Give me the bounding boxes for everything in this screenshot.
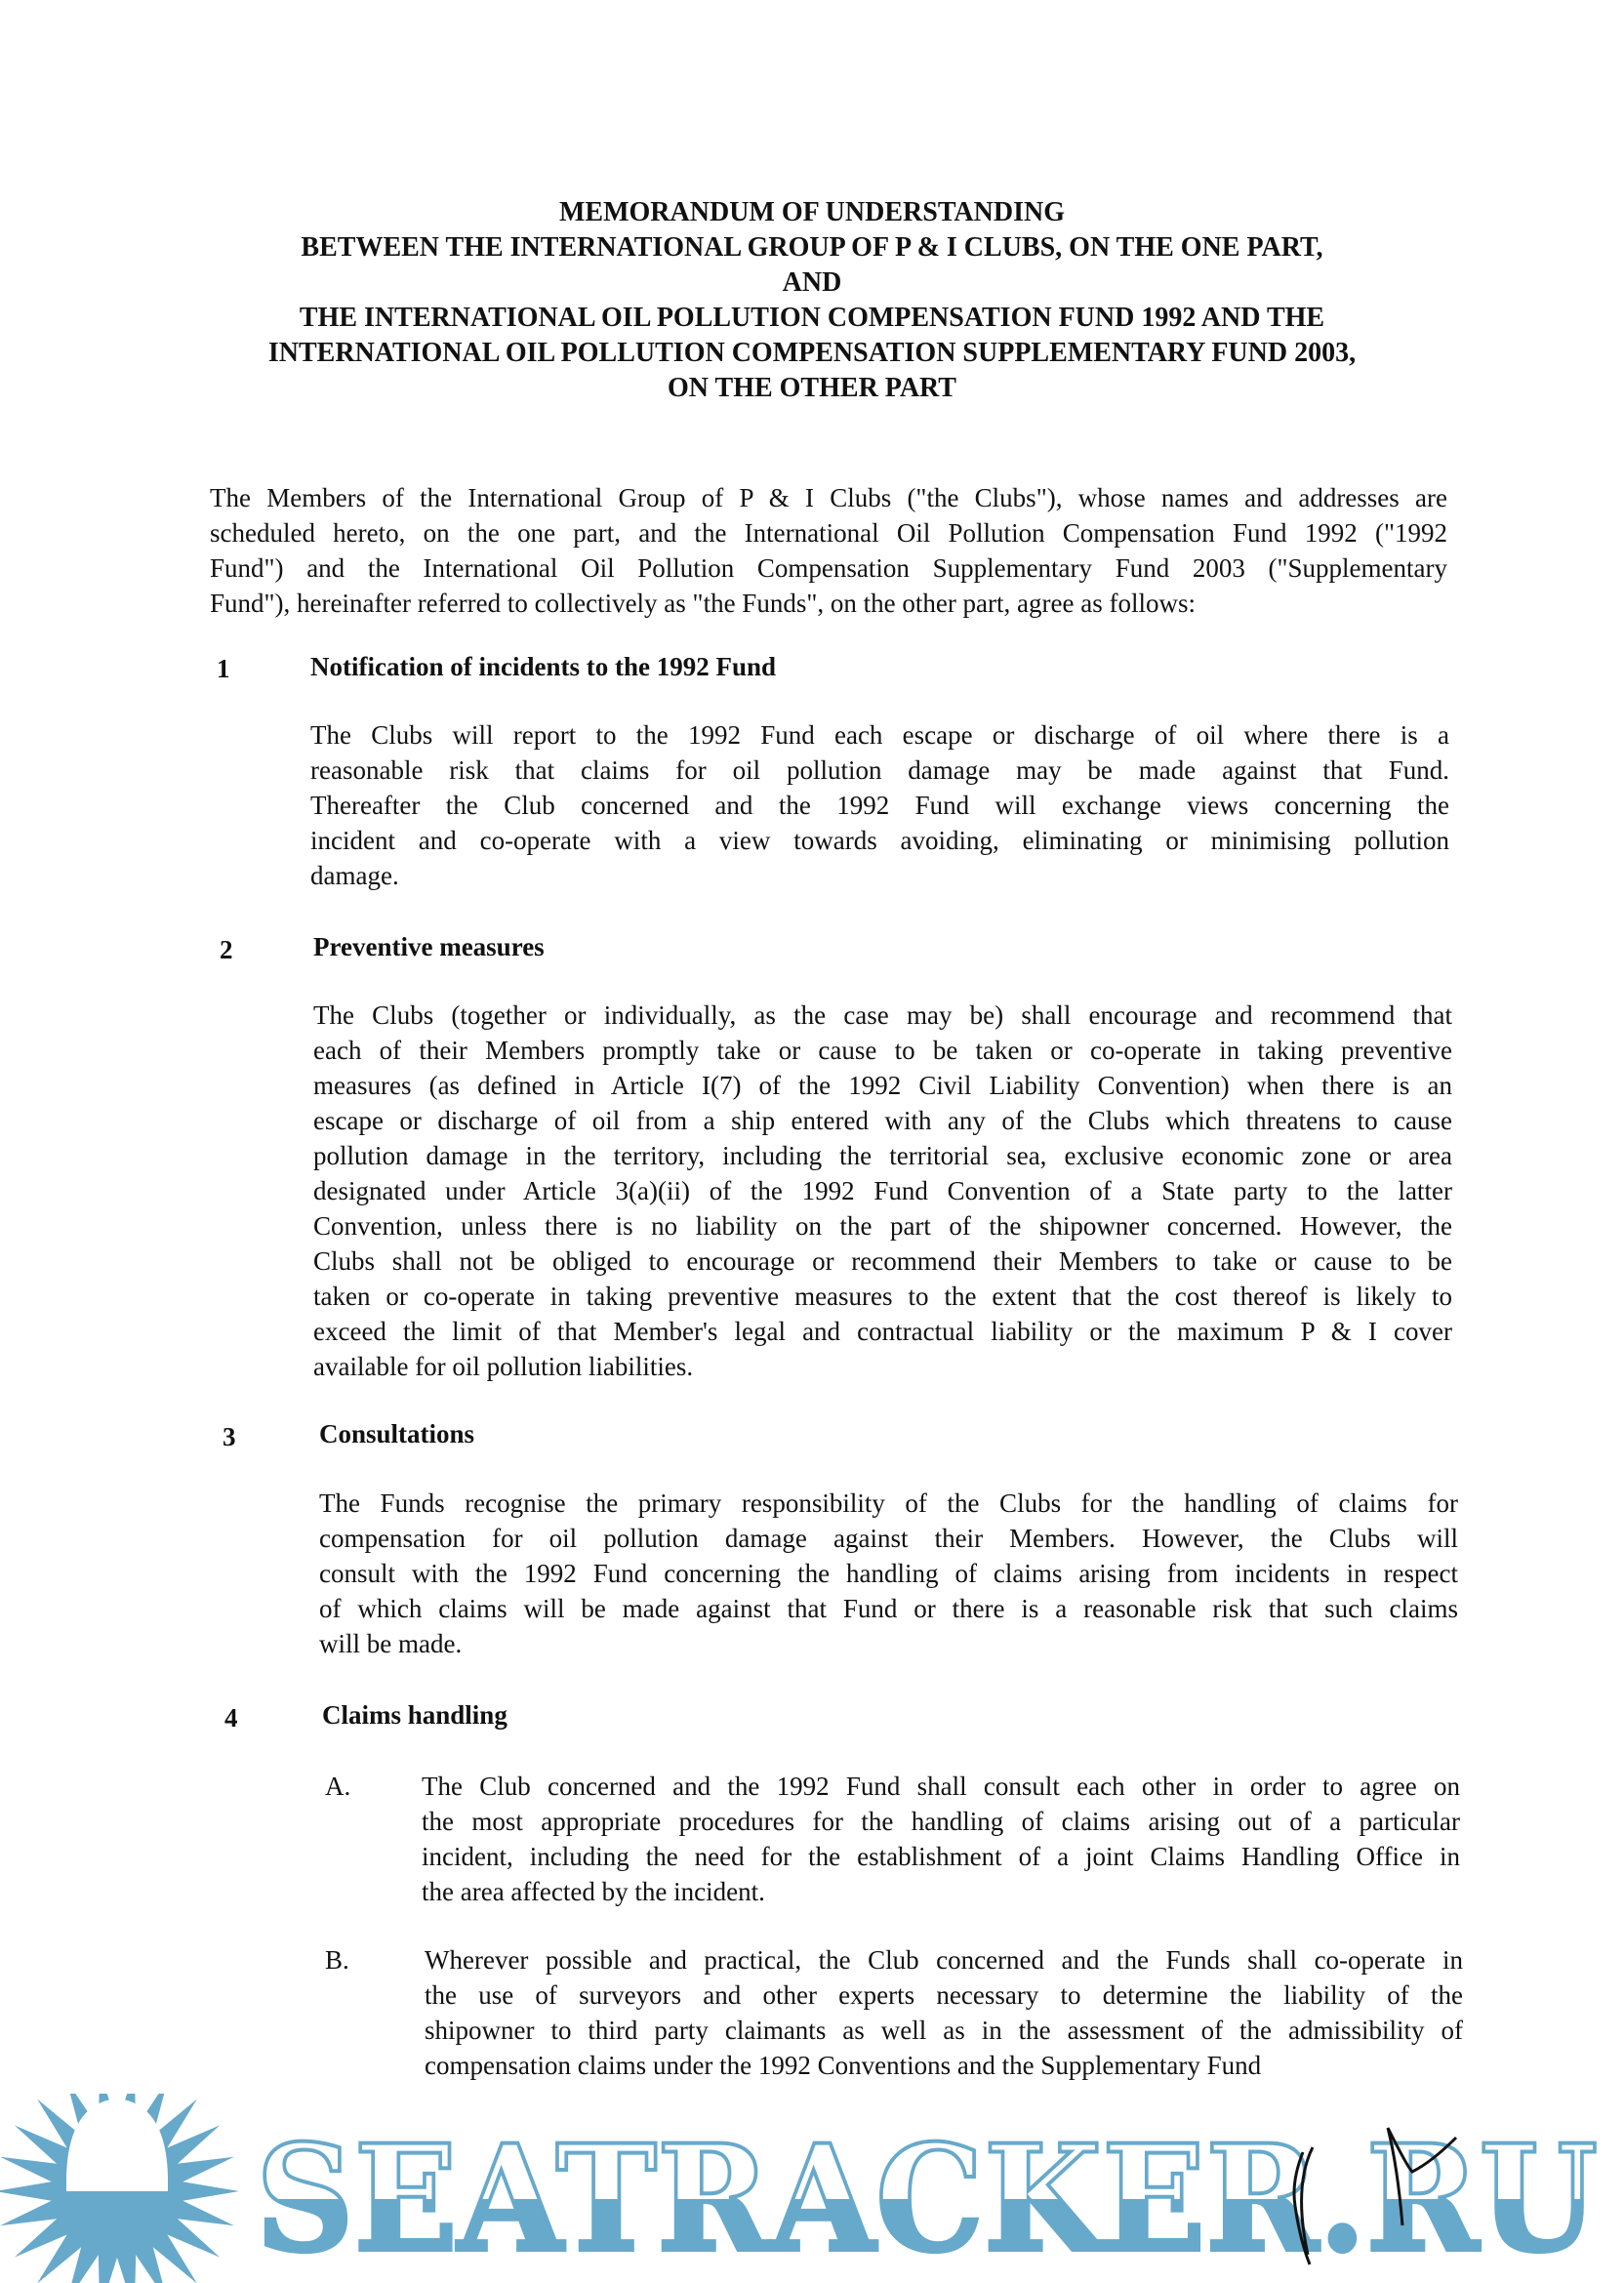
text-line: The Members of the International Group of P & I Clubs ("the Clubs"), whose names and addresses are <box>210 483 1447 512</box>
text-line: consult with the 1992 Fund concerning the handling of claims arising from incidents in respect <box>319 1559 1458 1588</box>
text-line: escape or discharge of oil from a ship entered with any of the Clubs which threatens to cause <box>313 1106 1452 1135</box>
text-line: the area affected by the incident. <box>422 1877 765 1906</box>
text-line: will be made. <box>319 1629 463 1658</box>
text-line: taken or co-operate in taking preventive measures to the extent that the cost thereof is likely to <box>313 1282 1452 1311</box>
text-line: pollution damage in the territory, including the territorial sea, exclusive economic zone or area <box>313 1141 1452 1170</box>
text-line: Convention, unless there is no liability on the part of the shipowner concerned. However, the <box>313 1211 1452 1241</box>
text-line: The Funds recognise the primary responsibility of the Clubs for the handling of claims for <box>319 1488 1458 1518</box>
text-line: the most appropriate procedures for the handling of claims arising out of a particular <box>422 1807 1460 1836</box>
text-line: The Clubs (together or individually, as the case may be) shall encourage and recommend that <box>313 1000 1452 1030</box>
paragraph <box>313 998 1452 1384</box>
title-line: MEMORANDUM OF UNDERSTANDING <box>559 197 1065 227</box>
watermark-text: SEATRACKER.RU <box>256 2113 1598 2283</box>
text-line: The Clubs will report to the 1992 Fund each escape or discharge of oil where there is a <box>310 720 1449 750</box>
text-line: shipowner to third party claimants as well as in the assessment of the admissibility of <box>425 2016 1463 2045</box>
text-line: the use of surveyors and other experts necessary to determine the liability of the <box>425 1980 1463 2010</box>
text-line: each of their Members promptly take or cause to be taken or co-operate in taking preventive <box>313 1036 1452 1065</box>
document-title <box>0 195 1624 406</box>
section-number: 1 <box>217 654 230 683</box>
subsection-label: A. <box>325 1772 351 1801</box>
text-line: incident and co-operate with a view towards avoiding, eliminating or minimising pollution <box>310 826 1449 855</box>
paragraph <box>319 1486 1458 1661</box>
watermark-logo <box>0 2094 1624 2283</box>
paragraph <box>425 1942 1463 2083</box>
text-line: measures (as defined in Article I(7) of the 1992 Civil Liability Convention) when there is an <box>313 1071 1452 1100</box>
text-line: Clubs shall not be obliged to encourage or recommend their Members to take or cause to be <box>313 1246 1452 1276</box>
paragraph <box>422 1769 1460 1909</box>
text-line: Thereafter the Club concerned and the 1992 Fund will exchange views concerning the <box>310 791 1449 820</box>
text-line: damage. <box>310 861 399 890</box>
text-line: compensation for oil pollution damage against their Members. However, the Clubs will <box>319 1524 1458 1553</box>
text-line: Fund") and the International Oil Pollution Compensation Supplementary Fund 2003 ("Supplementary <box>210 553 1447 583</box>
title-line: THE INTERNATIONAL OIL POLLUTION COMPENSATION FUND 1992 AND THE <box>299 303 1325 333</box>
section-heading: Consultations <box>319 1419 475 1448</box>
subsection-label: B. <box>325 1945 349 1975</box>
text-line: scheduled hereto, on the one part, and the International Oil Pollution Compensation Fund 1992 ("1992 <box>210 518 1447 548</box>
section-heading: Preventive measures <box>313 932 545 961</box>
text-line: designated under Article 3(a)(ii) of the 1992 Fund Convention of a State party to the latter <box>313 1176 1452 1205</box>
text-line: incident, including the need for the establishment of a joint Claims Handling Office in <box>422 1842 1460 1871</box>
title-line: INTERNATIONAL OIL POLLUTION COMPENSATION SUPPLEMENTARY FUND 2003, <box>267 338 1357 368</box>
section-number: 2 <box>220 935 233 964</box>
text-line: available for oil pollution liabilities. <box>313 1352 694 1381</box>
section-heading: Claims handling <box>322 1700 508 1730</box>
sun-icon <box>0 2094 239 2283</box>
text-line: Wherever possible and practical, the Club concerned and the Funds shall co-operate in <box>425 1945 1463 1975</box>
text-line: reasonable risk that claims for oil pollution damage may be made against that Fund. <box>310 755 1449 785</box>
text-line: of which claims will be made against that Fund or there is a reasonable risk that such claims <box>319 1594 1458 1623</box>
paragraph <box>310 717 1449 893</box>
section-number: 3 <box>223 1422 236 1451</box>
text-line: The Club concerned and the 1992 Fund shall consult each other in order to agree on <box>422 1772 1460 1801</box>
text-line: exceed the limit of that Member's legal and contractual liability or the maximum P & I cover <box>313 1317 1452 1346</box>
title-line: BETWEEN THE INTERNATIONAL GROUP OF P & I CLUBS, ON THE ONE PART, <box>301 232 1323 263</box>
title-line: AND <box>782 267 842 298</box>
section-heading: Notification of incidents to the 1992 Fund <box>310 652 777 681</box>
paragraph <box>210 480 1447 621</box>
title-line: ON THE OTHER PART <box>668 373 956 403</box>
text-line: compensation claims under the 1992 Conventions and the Supplementary Fund <box>425 2051 1262 2080</box>
text-line: Fund"), hereinafter referred to collectively as "the Funds", on the other part, agree as follows: <box>210 589 1196 618</box>
section-number: 4 <box>224 1703 238 1733</box>
